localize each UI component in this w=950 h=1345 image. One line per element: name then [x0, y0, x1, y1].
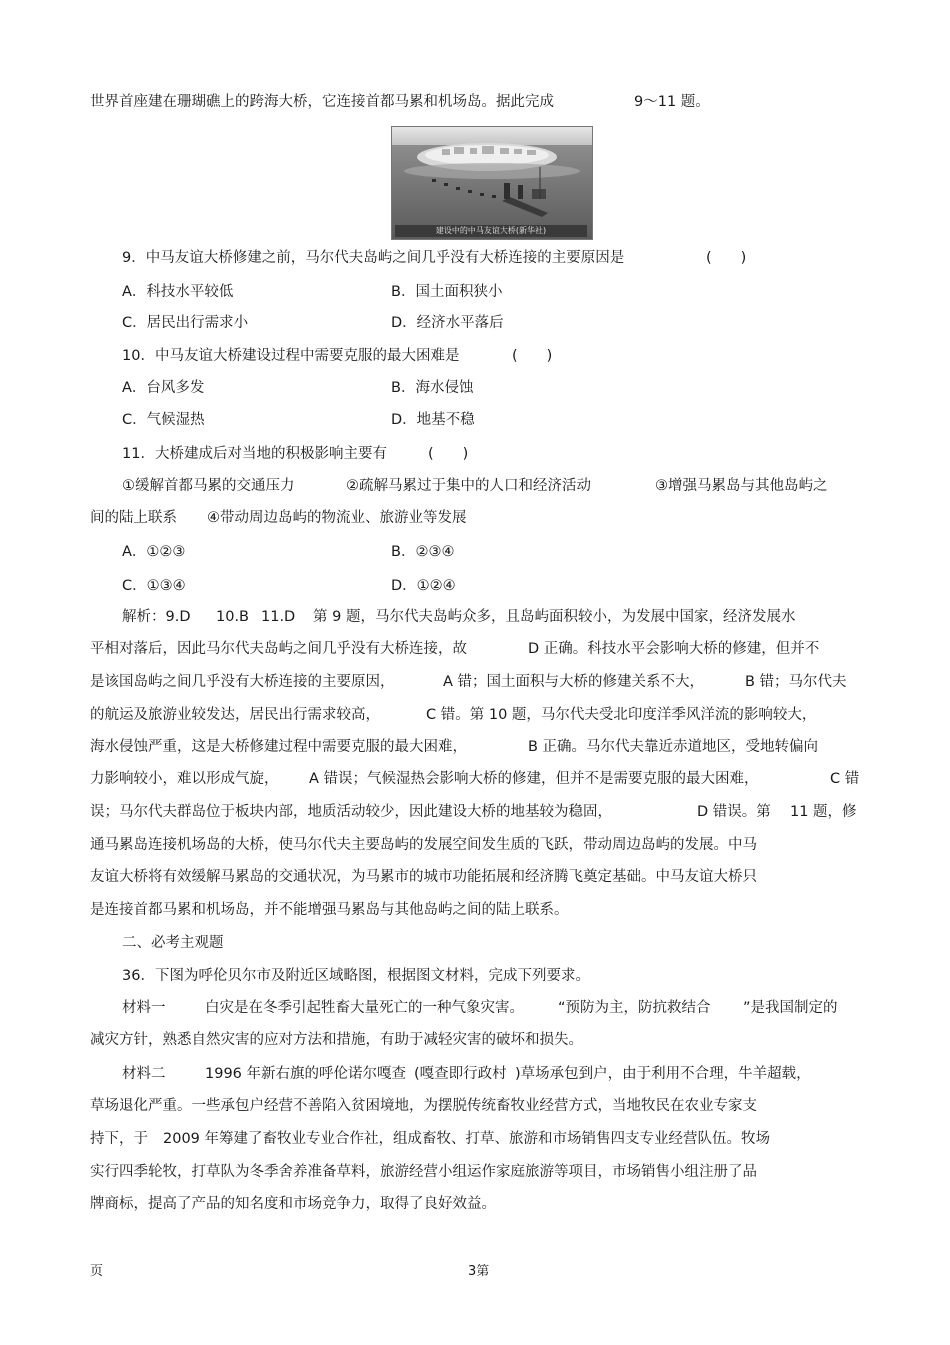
analysis-line: 力影响较小，难以形成气旋， [90, 771, 279, 787]
q10-option-b: B．海水侵蚀 [391, 380, 474, 396]
section-heading: 二、必考主观题 [122, 935, 224, 951]
material-2-text: 实行四季轮牧，打草队为冬季舍养准备草料，旅游经营小组运作家庭旅游等项目，市场销售小组注册了品 [90, 1164, 757, 1180]
intro-text: 世界首座建在珊瑚礁上的跨海大桥，它连接首都马累和机场岛。据此完成 [90, 94, 554, 110]
q11-option-d: D．①②④ [391, 578, 456, 594]
analysis-line: C 错。第 10 题，马尔代夫受北印度洋季风洋流的影响较大， [426, 707, 817, 723]
analysis-line: C 错 [830, 771, 860, 787]
question-11-bracket: ( ) [428, 446, 469, 462]
q11-item-2: ②疏解马累过于集中的人口和经济活动 [346, 478, 591, 494]
q11-item-4: ④带动周边岛屿的物流业、旅游业等发展 [207, 510, 467, 526]
material-2-text: 2009 年筹建了畜牧业专业合作社，组成畜牧、打草、旅游和市场销售四支专业经营队伍。牧场 [163, 1131, 771, 1147]
photo-caption: 建设中的中马友谊大桥(新华社) [395, 225, 587, 237]
q11-option-c: C．①③④ [122, 578, 186, 594]
material-1-label: 材料一 [122, 1000, 166, 1016]
material-1-text: 减灾方针，熟悉自然灾害的应对方法和措施，有助于减轻灾害的破坏和损失。 [90, 1032, 583, 1048]
material-2-text: (嘎查即行政村 [414, 1066, 507, 1082]
material-2-text: 草场退化严重。一些承包户经营不善陷入贫困境地，为摆脱传统畜牧业经营方式，当地牧民在农业专家支 [90, 1098, 757, 1114]
analysis-line: 是连接首都马累和机场岛，并不能增强马累岛与其他岛屿之间的陆上联系。 [90, 902, 569, 918]
material-1-text: 白灾是在冬季引起牲畜大量死亡的一种气象灾害。 [205, 1000, 524, 1016]
question-9-stem: 9．中马友谊大桥修建之前，马尔代夫岛屿之间几乎没有大桥连接的主要原因是 [122, 250, 625, 266]
q10-option-d: D．地基不稳 [391, 412, 475, 428]
bridge-photo [391, 126, 593, 240]
footer-left: 页 [90, 1264, 104, 1279]
material-2-text: 牌商标，提高了产品的知名度和市场竞争力，取得了良好效益。 [90, 1196, 496, 1212]
material-2-text: 1996 年新右旗的呼伦诺尔嘎查 [205, 1066, 407, 1082]
analysis-line: B 正确。马尔代夫靠近赤道地区，受地转偏向 [528, 739, 819, 755]
q11-item-3: ③增强马累岛与其他岛屿之 [655, 478, 828, 494]
intro-range: 9～11 题。 [634, 94, 710, 110]
q11-item-1: ①缓解首都马累的交通压力 [122, 478, 295, 494]
analysis-line: A 错误；气候湿热会影响大桥的修建，但并不是需要克服的最大困难， [309, 771, 759, 787]
analysis-line: 平相对落后，因此马尔代夫岛屿之间几乎没有大桥连接，故 [90, 641, 467, 657]
q11-option-a: A．①②③ [122, 544, 186, 560]
q11-option-b: B．②③④ [391, 544, 455, 560]
analysis-line: D 正确。科技水平会影响大桥的修建，但并不 [528, 641, 820, 657]
analysis-line: 误；马尔代夫群岛位于板块内部，地质活动较少，因此建设大桥的地基较为稳固， [90, 804, 612, 820]
analysis-line: 11.D [261, 609, 296, 625]
analysis-line: 的航运及旅游业较发达，居民出行需求较高， [90, 707, 380, 723]
analysis-line: D 错误。第 [697, 804, 771, 820]
analysis-line: 海水侵蚀严重，这是大桥修建过程中需要克服的最大困难， [90, 739, 467, 755]
q9-option-b: B．国土面积狭小 [391, 284, 503, 300]
material-2-label: 材料二 [122, 1066, 166, 1082]
question-10-stem: 10．中马友谊大桥建设过程中需要克服的最大困难是 [122, 348, 460, 364]
q11-item-3-cont: 间的陆上联系 [90, 510, 177, 526]
analysis-line: A 错；国土面积与大桥的修建关系不大， [443, 674, 705, 690]
question-11-stem: 11．大桥建成后对当地的积极影响主要有 [122, 446, 387, 462]
analysis-line: 10.B [216, 609, 250, 625]
material-1-text: ”是我国制定的 [743, 1000, 838, 1016]
material-1-text: “预防为主，防抗救结合 [558, 1000, 711, 1016]
material-2-text: )草场承包到户，由于利用不合理，牛羊超载， [515, 1066, 811, 1082]
q10-option-c: C．气候湿热 [122, 412, 205, 428]
q9-option-d: D．经济水平落后 [391, 315, 504, 331]
analysis-line: 通马累岛连接机场岛的大桥，使马尔代夫主要岛屿的发展空间发生质的飞跃，带动周边岛屿的发展。中马 [90, 837, 757, 853]
q9-option-a: A．科技水平较低 [122, 284, 234, 300]
analysis-line: B 错；马尔代夫 [745, 674, 847, 690]
analysis-line: 解析：9.D [122, 609, 191, 625]
question-9-bracket: ( ) [706, 250, 747, 266]
page-number: 3第 [468, 1264, 490, 1279]
analysis-line: 11 题，修 [790, 804, 857, 820]
q10-option-a: A．台风多发 [122, 380, 205, 396]
question-36-stem: 36．下图为呼伦贝尔市及附近区域略图，根据图文材料，完成下列要求。 [122, 968, 590, 984]
q9-option-c: C．居民出行需求小 [122, 315, 249, 331]
question-10-bracket: ( ) [512, 348, 553, 364]
analysis-line: 第 9 题，马尔代夫岛屿众多，且岛屿面积较小，为发展中国家，经济发展水 [313, 609, 796, 625]
material-2-text: 持下，于 [90, 1131, 148, 1147]
analysis-line: 友谊大桥将有效缓解马累岛的交通状况，为马累市的城市功能拓展和经济腾飞奠定基础。中马友谊大桥只 [90, 869, 757, 885]
analysis-line: 是该国岛屿之间几乎没有大桥连接的主要原因， [90, 674, 395, 690]
